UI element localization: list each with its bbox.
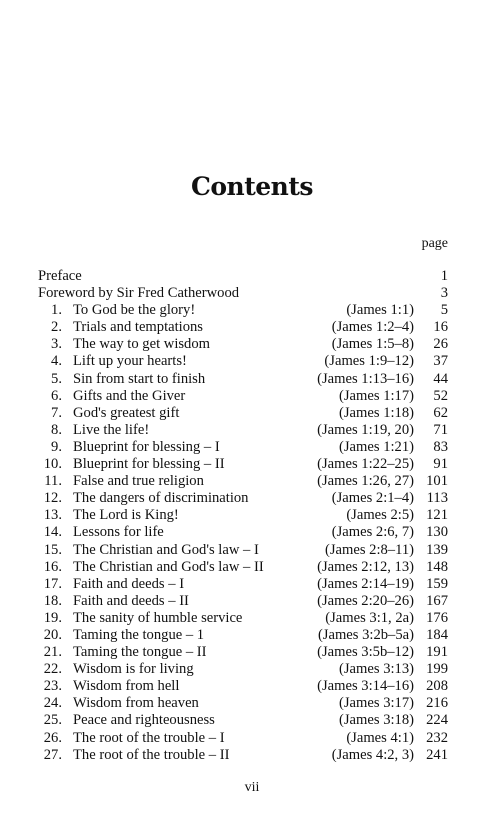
- scripture-reference: (James 3:5b–12): [317, 644, 414, 661]
- chapter-title: The Christian and God's law – I: [73, 541, 259, 558]
- toc-chapter-entry: [38, 388, 448, 405]
- chapter-page: 121: [426, 507, 448, 524]
- chapter-number: 12.: [43, 490, 62, 507]
- toc-chapter-entry: [38, 439, 448, 456]
- chapter-number: 20.: [43, 626, 62, 643]
- toc-chapter-entry: [38, 576, 448, 593]
- toc-entry-title: Preface: [38, 268, 82, 284]
- toc-chapter-entry: [38, 593, 448, 610]
- scripture-reference: (James 3:17): [339, 695, 414, 712]
- chapter-title: God's greatest gift: [73, 404, 180, 421]
- chapter-number: 24.: [43, 695, 62, 712]
- chapter-number: 5.: [51, 370, 62, 387]
- chapter-page: 208: [426, 678, 448, 695]
- chapter-page: 71: [433, 421, 448, 438]
- toc-chapter-entry: [38, 319, 448, 336]
- scripture-reference: (James 1:19, 20): [317, 421, 414, 438]
- chapter-page: 139: [426, 541, 448, 558]
- scripture-reference: (James 4:1): [346, 729, 414, 746]
- toc-chapter-entry: [38, 559, 448, 576]
- chapter-number: 13.: [43, 507, 62, 524]
- chapter-page: 184: [426, 626, 448, 643]
- scripture-reference: (James 2:20–26): [317, 592, 414, 609]
- chapter-number: 18.: [43, 592, 62, 609]
- chapter-page: 26: [433, 336, 448, 353]
- page-number: vii: [244, 780, 260, 795]
- toc-entry-foreword: [38, 285, 448, 302]
- chapter-title: The Christian and God's law – II: [73, 558, 264, 575]
- chapter-number: 11.: [44, 473, 62, 490]
- chapter-title: Lessons for life: [73, 524, 164, 541]
- chapter-title: Gifts and the Giver: [73, 387, 186, 404]
- chapter-title: The Lord is King!: [73, 507, 179, 524]
- chapter-number: 1.: [51, 302, 62, 319]
- scripture-reference: (James 1:5–8): [331, 336, 414, 353]
- chapter-number: 8.: [51, 421, 62, 438]
- chapter-title: Blueprint for blessing – I: [73, 438, 220, 455]
- toc-chapter-entry: [38, 507, 448, 524]
- chapter-title: Wisdom is for living: [73, 661, 194, 678]
- chapter-number: 16.: [43, 558, 62, 575]
- chapter-page: 101: [426, 473, 448, 490]
- chapter-page: 44: [433, 370, 448, 387]
- chapter-page: 83: [433, 438, 448, 455]
- toc-chapter-entry: [38, 371, 448, 388]
- scripture-reference: (James 2:12, 13): [317, 558, 414, 575]
- scripture-reference: (James 2:14–19): [317, 575, 414, 592]
- scripture-reference: (James 2:6, 7): [331, 524, 414, 541]
- chapter-number: 19.: [43, 609, 62, 626]
- scripture-reference: (James 2:1–4): [331, 490, 414, 507]
- chapter-page: 176: [426, 609, 448, 626]
- chapter-title: False and true religion: [73, 473, 204, 490]
- page-column-header: page: [421, 236, 448, 251]
- toc-chapter-entry: [38, 610, 448, 627]
- toc-chapter-entry: [38, 712, 448, 729]
- chapter-page: 224: [426, 712, 448, 729]
- chapter-number: 26.: [43, 729, 62, 746]
- scripture-reference: (James 3:18): [339, 712, 414, 729]
- chapter-title: The dangers of discrimination: [73, 490, 249, 507]
- chapter-page: 232: [426, 729, 448, 746]
- toc-chapter-entry: [38, 627, 448, 644]
- chapter-title: Wisdom from heaven: [73, 695, 199, 712]
- chapter-number: 6.: [51, 387, 62, 404]
- scripture-reference: (James 1:9–12): [324, 353, 414, 370]
- toc-chapter-entry: [38, 524, 448, 541]
- chapter-number: 22.: [43, 661, 62, 678]
- chapter-page: 216: [426, 695, 448, 712]
- toc-chapter-entry: [38, 490, 448, 507]
- toc-chapter-entry: [38, 456, 448, 473]
- chapter-page: 191: [426, 644, 448, 661]
- chapter-title: Wisdom from hell: [73, 678, 180, 695]
- scripture-reference: (James 2:8–11): [324, 541, 414, 558]
- toc-chapter-entry: [38, 473, 448, 490]
- chapter-page: 16: [433, 319, 448, 336]
- toc-chapter-entry: [38, 730, 448, 747]
- chapter-number: 7.: [51, 404, 62, 421]
- scripture-reference: (James 3:2b–5a): [317, 626, 414, 643]
- toc-chapter-entry: [38, 678, 448, 695]
- chapter-title: Faith and deeds – I: [73, 575, 185, 592]
- scripture-reference: (James 1:1): [346, 302, 414, 319]
- chapter-number: 4.: [51, 353, 62, 370]
- chapter-number: 23.: [43, 678, 62, 695]
- scripture-reference: (James 1:18): [339, 404, 414, 421]
- toc-chapter-entry: [38, 336, 448, 353]
- toc-chapter-entry: [38, 644, 448, 661]
- toc-chapter-entry: [38, 747, 448, 764]
- chapter-page: 52: [433, 387, 448, 404]
- chapter-number: 25.: [43, 712, 62, 729]
- chapter-title: Faith and deeds – II: [73, 592, 189, 609]
- chapter-number: 27.: [43, 746, 62, 763]
- chapter-page: 37: [433, 353, 448, 370]
- toc-chapter-entry: [38, 405, 448, 422]
- chapter-number: 15.: [43, 541, 62, 558]
- toc-chapter-entry: [38, 302, 448, 319]
- chapter-title: The root of the trouble – II: [73, 746, 230, 763]
- chapter-number: 2.: [51, 319, 62, 336]
- chapter-page: 148: [426, 558, 448, 575]
- chapter-page: 241: [426, 746, 448, 763]
- scripture-reference: (James 1:13–16): [317, 370, 414, 387]
- page-title: Contents: [190, 172, 313, 201]
- scripture-reference: (James 1:26, 27): [317, 473, 414, 490]
- chapter-title: The sanity of humble service: [73, 609, 243, 626]
- chapter-page: 91: [433, 456, 448, 473]
- scripture-reference: (James 3:14–16): [317, 678, 414, 695]
- chapter-number: 17.: [43, 575, 62, 592]
- scripture-reference: (James 1:2–4): [331, 319, 414, 336]
- chapter-title: The way to get wisdom: [73, 336, 210, 353]
- chapter-title: To God be the glory!: [73, 302, 196, 319]
- toc-chapter-entry: [38, 661, 448, 678]
- scripture-reference: (James 1:21): [339, 438, 414, 455]
- chapter-title: Blueprint for blessing – II: [73, 456, 225, 473]
- chapter-title: Lift up your hearts!: [73, 353, 187, 370]
- scripture-reference: (James 1:22–25): [317, 456, 414, 473]
- toc-chapter-entry: [38, 695, 448, 712]
- chapter-number: 21.: [43, 644, 62, 661]
- toc-entry-page: 1: [440, 268, 448, 284]
- chapter-title: Taming the tongue – 1: [73, 626, 205, 643]
- chapter-title: Sin from start to finish: [73, 370, 206, 387]
- scripture-reference: (James 4:2, 3): [331, 746, 414, 763]
- chapter-title: Trials and temptations: [73, 319, 203, 336]
- toc-entry-title: Foreword by Sir Fred Catherwood: [38, 285, 240, 302]
- chapter-page: 62: [433, 404, 448, 421]
- toc-chapter-entry: [38, 353, 448, 370]
- chapter-number: 10.: [43, 456, 62, 473]
- toc-chapter-entry: [38, 422, 448, 439]
- toc-entry-preface: [38, 268, 448, 285]
- scripture-reference: (James 1:17): [339, 387, 414, 404]
- chapter-page: 130: [426, 524, 448, 541]
- chapter-page: 159: [426, 575, 448, 592]
- toc-chapter-entry: [38, 542, 448, 559]
- chapter-page: 5: [440, 302, 448, 319]
- toc-entry-page: 3: [440, 285, 448, 302]
- chapter-title: Taming the tongue – II: [73, 644, 207, 661]
- table-of-contents: [38, 268, 448, 764]
- chapter-number: 3.: [51, 336, 62, 353]
- chapter-title: Live the life!: [73, 421, 150, 438]
- scripture-reference: (James 3:1, 2a): [325, 609, 414, 626]
- chapter-title: The root of the trouble – I: [73, 729, 225, 746]
- chapter-page: 113: [426, 490, 448, 507]
- scripture-reference: (James 3:13): [339, 661, 414, 678]
- chapter-title: Peace and righteousness: [73, 712, 215, 729]
- chapter-page: 167: [426, 592, 448, 609]
- scripture-reference: (James 2:5): [346, 507, 414, 524]
- chapter-page: 199: [426, 661, 448, 678]
- chapter-number: 9.: [51, 438, 62, 455]
- chapter-number: 14.: [43, 524, 62, 541]
